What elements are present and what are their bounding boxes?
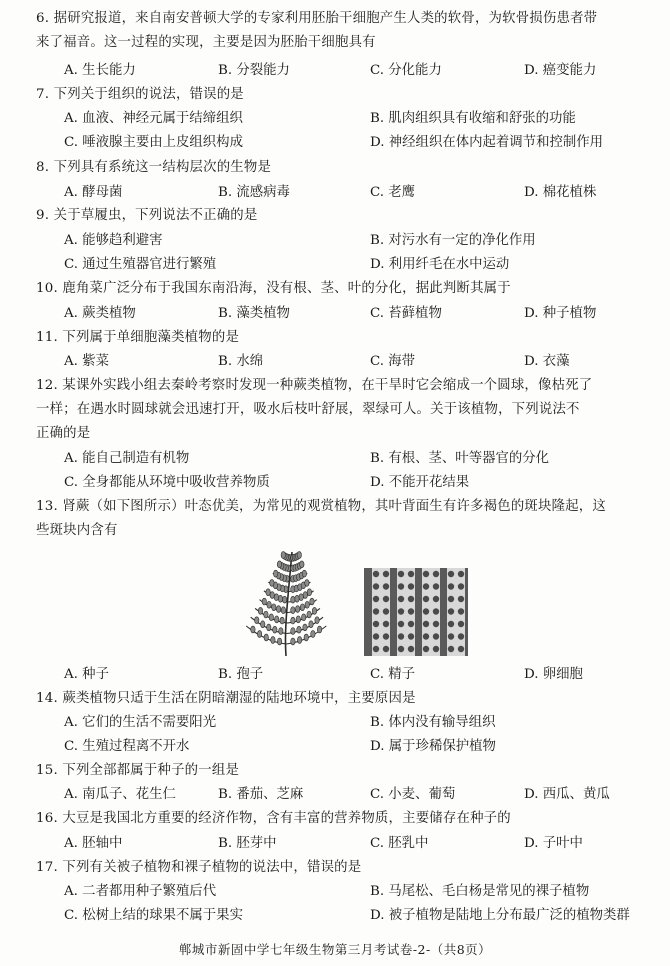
question-13-text: 13. 肾蕨（如下图所示）叶态优美，为常见的观赏植物，其叶背面生有许多褐色的斑块隆起，这	[36, 499, 606, 514]
q12-option-d[interactable]: D. 不能开花结果	[370, 475, 470, 490]
question-13-text-cont: 些斑块内含有	[36, 523, 118, 538]
question-15-text: 15. 下列全部都属于种子的一组是	[36, 763, 240, 778]
q12-option-b[interactable]: B. 有根、茎、叶等器官的分化	[370, 451, 550, 466]
q12-option-c[interactable]: C. 全身都能从环境中吸收营养物质	[64, 475, 270, 490]
q9-option-b[interactable]: B. 对污水有一定的净化作用	[370, 233, 536, 248]
q6-option-d[interactable]: D. 癌变能力	[524, 63, 597, 78]
q7-option-a[interactable]: A. 血液、神经元属于结缔组织	[64, 111, 243, 126]
q15-option-d[interactable]: D. 西瓜、黄瓜	[524, 787, 610, 802]
q14-option-d[interactable]: D. 属于珍稀保护植物	[370, 739, 496, 754]
q6-option-a[interactable]: A. 生长能力	[64, 63, 136, 78]
q11-option-b[interactable]: B. 水绵	[218, 354, 264, 369]
q6-option-c[interactable]: C. 分化能力	[370, 63, 442, 78]
question-6-text-cont: 来了福音。这一过程的实现，主要是因为胚胎干细胞具有	[36, 35, 376, 50]
question-12-text: 12. 某课外实践小组去秦岭考察时发现一种蕨类植物，在干旱时它会缩成一个圆球，像枯死了	[36, 378, 593, 393]
q16-option-d[interactable]: D. 子叶中	[524, 836, 583, 851]
question-10-text: 10. 鹿角菜广泛分布于我国东南沿海，没有根、茎、叶的分化，据此判断其属于	[36, 281, 511, 296]
q15-option-a[interactable]: A. 南瓜子、花生仁	[64, 787, 176, 802]
q9-option-a[interactable]: A. 能够趋利避害	[64, 233, 163, 248]
q10-option-c[interactable]: C. 苔藓植物	[370, 306, 442, 321]
q17-option-c[interactable]: C. 松树上结的球果不属于果实	[64, 908, 243, 923]
q16-option-a[interactable]: A. 胚轴中	[64, 836, 123, 851]
q14-option-c[interactable]: C. 生殖过程离不开水	[64, 739, 190, 754]
q11-option-a[interactable]: A. 紫菜	[64, 354, 109, 369]
q9-option-c[interactable]: C. 通过生殖器官进行繁殖	[64, 257, 217, 272]
q14-option-b[interactable]: B. 体内没有输导组织	[370, 715, 496, 730]
fern-frond-illustration	[240, 548, 336, 658]
q7-option-b[interactable]: B. 肌肉组织具有收缩和舒张的功能	[370, 111, 576, 126]
q14-option-a[interactable]: A. 它们的生活不需要阳光	[64, 715, 217, 730]
q17-option-a[interactable]: A. 二者都用种子繁殖后代	[64, 884, 217, 899]
q7-option-d[interactable]: D. 神经组织在体内起着调节和控制作用	[370, 135, 604, 150]
q8-option-a[interactable]: A. 酵母菌	[64, 185, 123, 200]
q6-option-b[interactable]: B. 分裂能力	[218, 63, 290, 78]
q13-option-b[interactable]: B. 孢子	[218, 667, 264, 682]
q17-option-b[interactable]: B. 马尾松、毛白杨是常见的裸子植物	[370, 884, 590, 899]
q13-option-c[interactable]: C. 精子	[370, 667, 416, 682]
q7-option-c[interactable]: C. 唾液腺主要由上皮组织构成	[64, 135, 243, 150]
q15-option-c[interactable]: C. 小麦、葡萄	[370, 787, 456, 802]
q10-option-b[interactable]: B. 藻类植物	[218, 306, 290, 321]
question-6-text: 6. 据研究报道，来自南安普顿大学的专家利用胚胎干细胞产生人类的软骨，为软骨损伤患者带	[36, 11, 598, 26]
question-9-text: 9. 关于草履虫，下列说法不正确的是	[36, 208, 258, 223]
question-11-text: 11. 下列属于单细胞藻类植物的是	[36, 330, 240, 345]
q15-option-b[interactable]: B. 番茄、芝麻	[218, 787, 304, 802]
q8-option-b[interactable]: B. 流感病毒	[218, 185, 290, 200]
q12-option-a[interactable]: A. 能自己制造有机物	[64, 451, 190, 466]
q10-option-d[interactable]: D. 种子植物	[524, 306, 597, 321]
q11-option-d[interactable]: D. 衣藻	[524, 354, 570, 369]
question-7-text: 7. 下列关于组织的说法，错误的是	[36, 87, 244, 102]
q13-option-d[interactable]: D. 卵细胞	[524, 667, 583, 682]
q16-option-b[interactable]: B. 胚芽中	[218, 836, 277, 851]
page-footer: 郸城市新固中学七年级生物第三月考试卷-2-（共8页）	[178, 942, 492, 957]
q8-option-c[interactable]: C. 老鹰	[370, 185, 416, 200]
question-16-text: 16. 大豆是我国北方重要的经济作物，含有丰富的营养物质，主要储存在种子的	[36, 811, 511, 826]
question-17-text: 17. 下列有关被子植物和裸子植物的说法中，错误的是	[36, 860, 362, 875]
question-8-text: 8. 下列具有系统这一结构层次的生物是	[36, 160, 272, 175]
q10-option-a[interactable]: A. 蕨类植物	[64, 306, 136, 321]
question-12-text-cont-1: 一样；在遇水时圆球就会迅速打开，吸水后枝叶舒展，翠绿可人。关于该植物，下列说法不	[36, 402, 580, 417]
q11-option-c[interactable]: C. 海带	[370, 354, 416, 369]
q13-option-a[interactable]: A. 种子	[64, 667, 109, 682]
q9-option-d[interactable]: D. 利用纤毛在水中运动	[370, 257, 510, 272]
question-12-text-cont-2: 正确的是	[36, 426, 91, 441]
q17-option-d[interactable]: D. 被子植物是陆地上分布最广泛的植物类群	[370, 908, 630, 923]
fern-sori-photo	[364, 568, 468, 656]
q16-option-c[interactable]: C. 胚乳中	[370, 836, 429, 851]
q8-option-d[interactable]: D. 棉花植株	[524, 185, 597, 200]
question-14-text: 14. 蕨类植物只适于生活在阴暗潮湿的陆地环境中，主要原因是	[36, 691, 416, 706]
